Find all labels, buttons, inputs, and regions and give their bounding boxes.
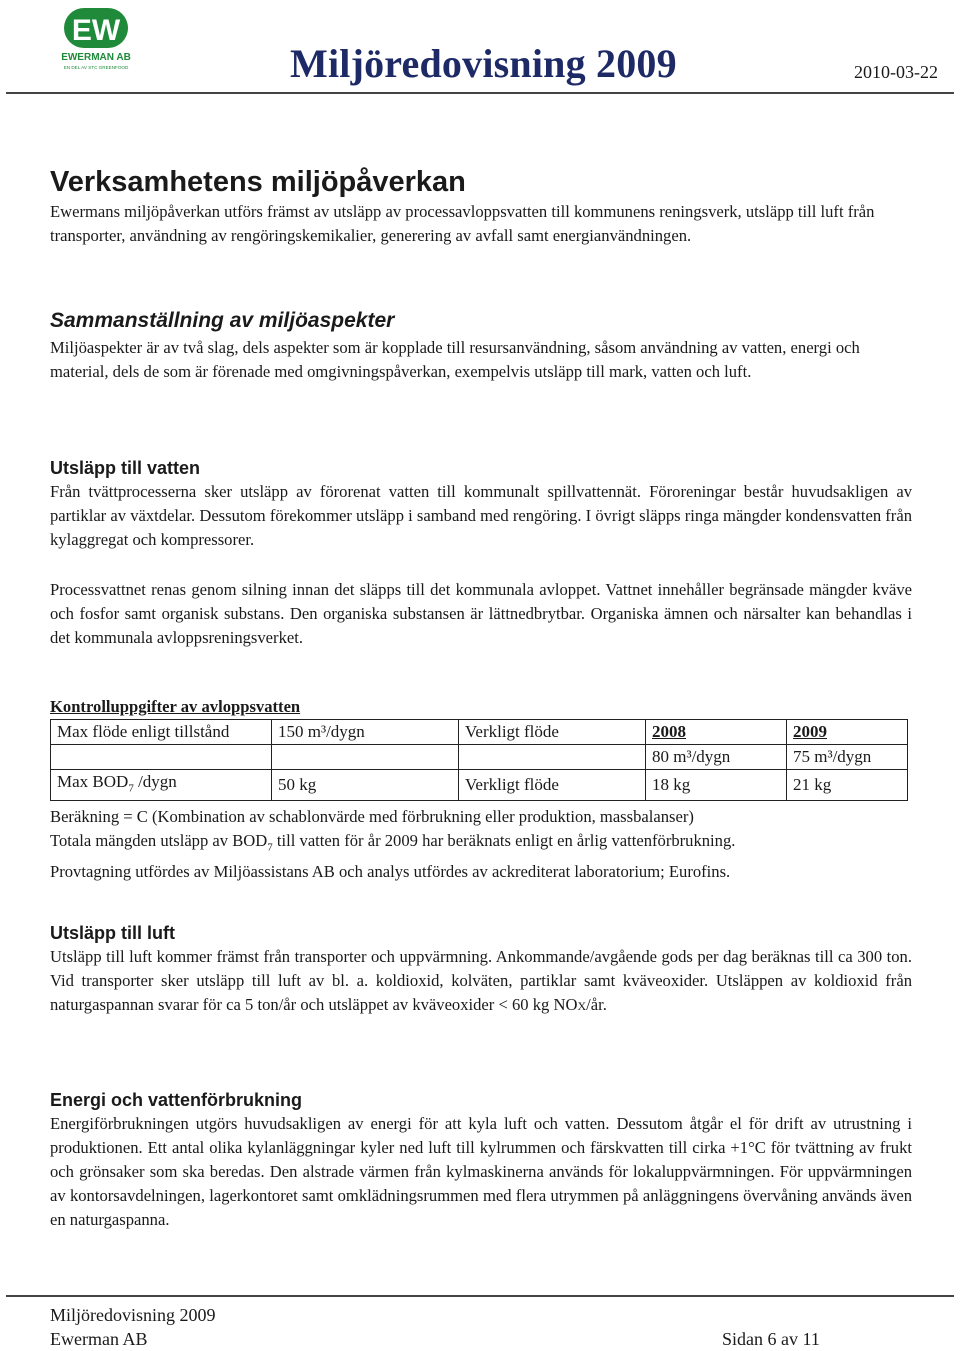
- table-cell: 75 m³/dygn: [787, 745, 908, 770]
- heading-luft: Utsläpp till luft: [50, 923, 175, 943]
- header-divider: [6, 92, 954, 94]
- note-provtagning: Provtagning utfördes av Miljöassistans AB och analys utfördes av ackrediterat laboratorium; Eurofins.: [50, 861, 731, 881]
- table-cell: [51, 745, 272, 770]
- section-energi: [50, 1088, 912, 1232]
- text-luft: Utsläpp till luft kommer främst från transporter och uppvärmning. Ankommande/avgående gods per dag beräknas till ca 300 ton. Vid transporter sker utsläpp till luft av bl. a. koldioxid, kolväten, partiklar samt kväveoxider. Utsläppen av koldioxid från naturgaspannan svarar för ca 5 ton/år och utsläppet av kväveoxider < 60 kg NOX/år.: [50, 947, 912, 1014]
- heading-verksamhet: Verksamhetens miljöpåverkan: [50, 166, 466, 198]
- logo-letters: EW: [71, 14, 121, 47]
- table-cell: Verkligt flöde: [459, 770, 646, 801]
- table-cell: Max flöde enligt tillstånd: [51, 720, 272, 745]
- logo-name: EWERMAN AB: [61, 52, 131, 63]
- text-vatten-1: Från tvättprocesserna sker utsläpp av förorenat vatten till kommunalt spillvattennät. Föroreningar består huvudsakligen av partiklar av växtdelar. Dessutom förekommer utsläpp i samband med rengöring. I övrigt släpps ringa mängder kondensvatten från kylaggregat och kompressorer.: [50, 482, 912, 549]
- table-cell: 18 kg: [646, 770, 787, 801]
- heading-vatten: Utsläpp till vatten: [50, 458, 201, 478]
- section-verksamhet: [50, 166, 912, 248]
- table-cell: Max $BOD_7$ /dygn: [51, 770, 272, 801]
- document-title: Miljöredovisning 2009: [290, 41, 677, 86]
- table-cell: 50 kg: [272, 770, 459, 801]
- table-cell: 2009: [787, 720, 908, 745]
- table-cell: 150 m³/dygn: [272, 720, 459, 745]
- table-cell: 2008: [646, 720, 787, 745]
- footer-divider: [6, 1295, 954, 1297]
- logo-tagline: EN DEL AV STC GREENFOOD: [63, 65, 129, 70]
- table-cell: [272, 745, 459, 770]
- footer-doc-title: Miljöredovisning 2009: [50, 1305, 216, 1325]
- section-sammanstallning: [50, 308, 912, 384]
- text-sammanstallning: Miljöaspekter är av två slag, dels aspekter som är kopplade till resursanvändning, såsom användning av vatten, energi och material, dels de som är förenade med omgivningspåverkan, exempelvis utsläpp till mark, vatten och luft.: [50, 338, 860, 381]
- table-row: [51, 770, 908, 801]
- document-date: 2010-03-22: [854, 62, 938, 82]
- section-luft: [50, 921, 912, 1018]
- page-number: Sidan 6 av 11: [722, 1329, 820, 1349]
- footer-company: Ewerman AB: [50, 1329, 148, 1349]
- note-bod: Totala mängden utsläpp av $BOD_7$ till vatten för år 2009 har beräknats enligt en årlig vattenförbrukning.: [50, 831, 736, 854]
- section-vatten: [50, 456, 912, 650]
- kontroll-table: [50, 719, 908, 801]
- table-cell: Verkligt flöde: [459, 720, 646, 745]
- section-kontroll: [50, 695, 912, 884]
- table-cell: 80 m³/dygn: [646, 745, 787, 770]
- heading-sammanstallning: Sammanställning av miljöaspekter: [50, 309, 395, 332]
- text-vatten-2: Processvattnet renas genom silning innan det släpps till det kommunala avloppet. Vattnet innehåller begränsade mängder kväve och fosfor samt organisk substans. Den organiska substansen är lättnedbrytbar. Organiska ämnen och närsalter kan behandlas i det kommunala avloppsreningsverket.: [50, 580, 912, 647]
- ewerman-logo-icon: [60, 6, 132, 76]
- table-row: [51, 720, 908, 745]
- text-verksamhet: Ewermans miljöpåverkan utförs främst av utsläpp av processavloppsvatten till kommunens reningsverk, utsläpp till luft från transporter, användning av rengöringskemikalier, generering av avfall samt energianvändningen.: [50, 202, 875, 245]
- text-energi: Energiförbrukningen utgörs huvudsakligen av energi för att kyla luft och vatten. Dessutom åtgår el för drift av utrustning i produktionen. Ett antal olika kylanläggningar kyler ned luft till kylrummen och färskvatten till cirka +1°C för tvättning av frukt och grönsaker som ska beredas. Den alstrade värmen från kylmaskinerna används för lokaluppvärmningen. För uppvärmningen av kontorsavdelningen, lagerkontoret samt omklädningsrummen med flera utrymmen på anläggningens övervåning används även en naturgaspanna.: [50, 1114, 912, 1229]
- note-berakning: Beräkning = C (Kombination av schablonvärde med förbrukning eller produktion, massbalanser): [50, 807, 694, 827]
- table-cell: [459, 745, 646, 770]
- heading-energi: Energi och vattenförbrukning: [50, 1090, 303, 1110]
- table-title: Kontrolluppgifter av avloppsvatten: [50, 697, 301, 716]
- table-cell: 21 kg: [787, 770, 908, 801]
- company-logo: [60, 6, 132, 76]
- table-row: [51, 745, 908, 770]
